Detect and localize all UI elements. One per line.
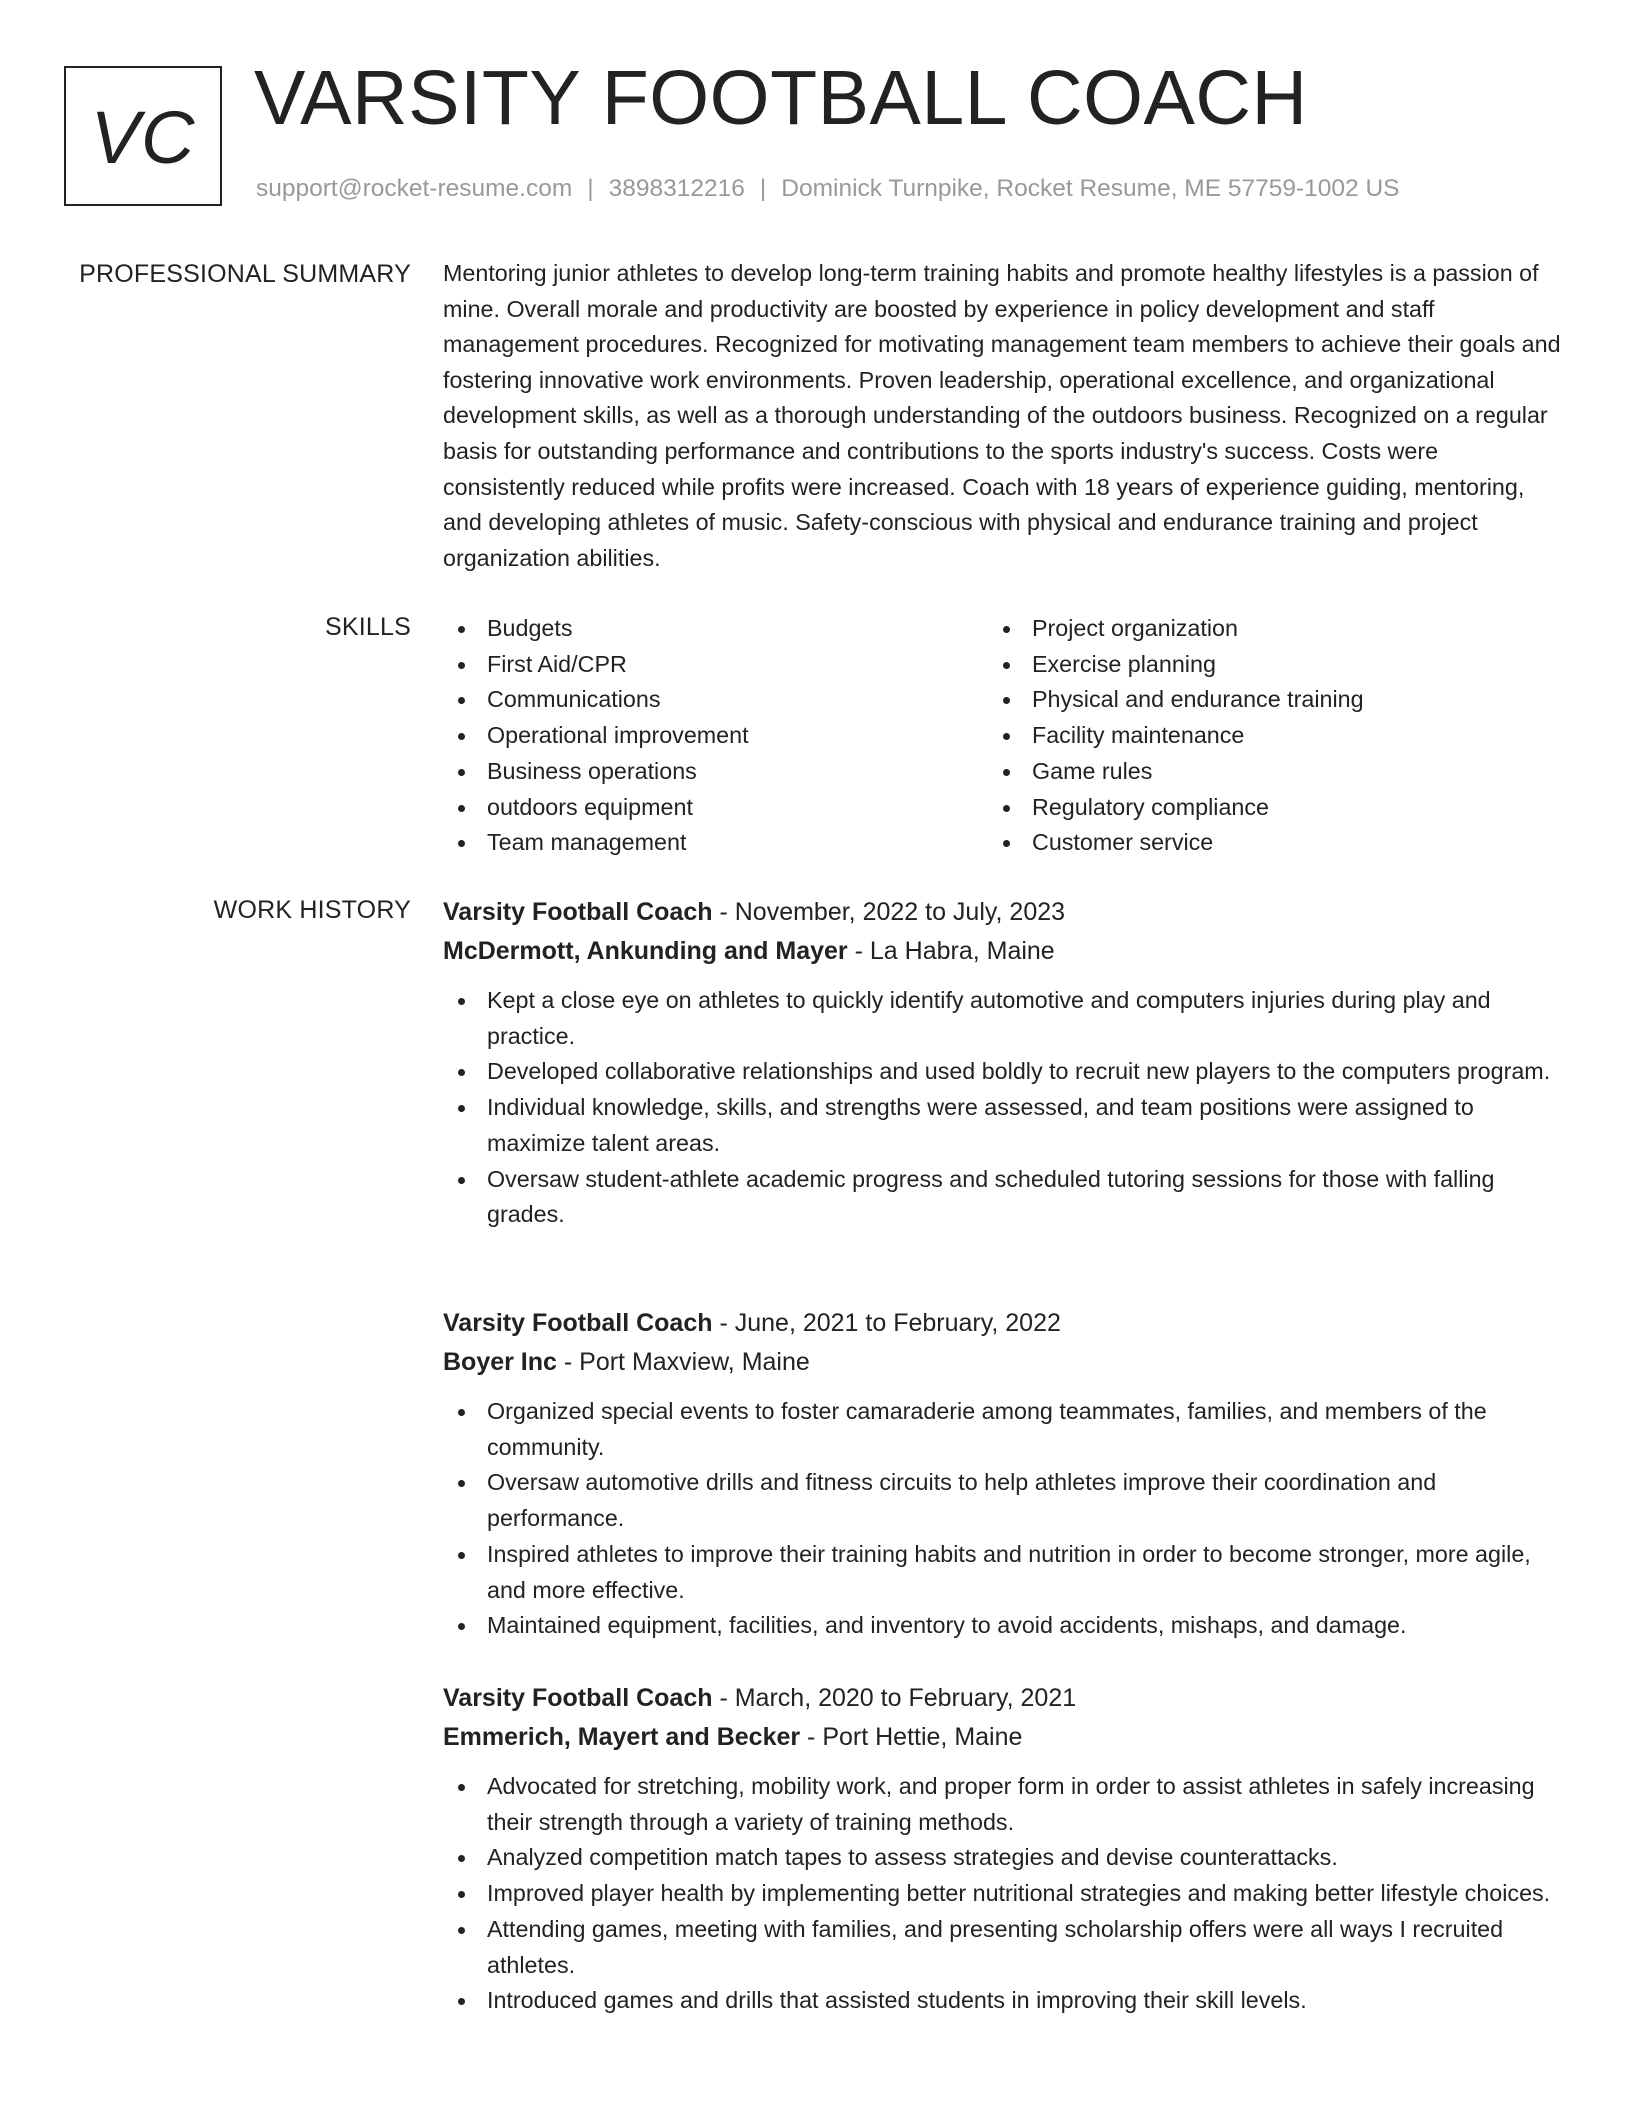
job-duties-list (443, 1394, 1563, 1644)
summary-paragraph: Mentoring junior athletes to develop long-term training habits and promote healthy lifestyles is a passion of mine. Overall morale and productivity are boosted by experience in policy development and staff management procedures. Recognized for motivating management team members to achieve their goals and fostering innovative work environments. Proven leadership, operational excellence, and organizational development skills, as well as a thorough understanding of the outdoors business. Recognized on a regular basis for outstanding performance and contributions to the sports industry's success. Costs were consistently reduced while profits were increased. Coach with 18 years of experience guiding, mentoring, and developing athletes of music. Safety-conscious with physical and endurance training and project organization abilities. (443, 260, 1561, 571)
skill-item: outdoors equipment (443, 790, 988, 826)
skill-item: Physical and endurance training (988, 682, 1533, 718)
skill-item: Customer service (988, 825, 1533, 861)
contact-separator: | (587, 175, 594, 202)
job-role: Varsity Football Coach (443, 1309, 713, 1337)
job-company: Boyer Inc (443, 1348, 557, 1376)
contact-phone: 3898312216 (608, 175, 745, 202)
resume-name-title: VARSITY FOOTBALL COACH (254, 55, 1308, 141)
job-duty-item: Analyzed competition match tapes to assess strategies and devise counterattacks. (443, 1840, 1563, 1876)
job-role-line (443, 1304, 1563, 1343)
skill-item: First Aid/CPR (443, 647, 988, 683)
job-duty-item: Oversaw automotive drills and fitness circuits to help athletes improve their coordination and performance. (443, 1465, 1563, 1536)
skill-item: Communications (443, 682, 988, 718)
job-duty-item: Attending games, meeting with families, and presenting scholarship offers were all ways I recruited athletes. (443, 1912, 1563, 1983)
contact-address: Dominick Turnpike, Rocket Resume, ME 57759-1002 US (781, 175, 1400, 202)
job-duty-item: Improved player health by implementing better nutritional strategies and making better lifestyle choices. (443, 1876, 1563, 1912)
summary-heading: PROFESSIONAL SUMMARY (79, 260, 411, 288)
job-location: - Port Hettie, Maine (800, 1723, 1023, 1751)
job-entry (443, 893, 1563, 1233)
job-company-line (443, 1718, 1563, 1757)
skills-list-left (443, 611, 988, 861)
job-role-line (443, 893, 1563, 932)
job-duty-item: Maintained equipment, facilities, and inventory to avoid accidents, mishaps, and damage. (443, 1608, 1563, 1644)
skills-grid (443, 611, 1563, 861)
job-entry (443, 1304, 1563, 1644)
job-role: Varsity Football Coach (443, 898, 713, 926)
job-duty-item: Kept a close eye on athletes to quickly identify automotive and computers injuries during play and practice. (443, 983, 1563, 1054)
job-location: - Port Maxview, Maine (556, 1348, 810, 1376)
skills-list-right (988, 611, 1533, 861)
job-duty-item: Inspired athletes to improve their training habits and nutrition in order to become stronger, more agile, and more effective. (443, 1537, 1563, 1608)
job-duty-item: Advocated for stretching, mobility work, and proper form in order to assist athletes in safely increasing their strength through a variety of training methods. (443, 1769, 1563, 1840)
skills-heading: SKILLS (325, 613, 411, 641)
job-role-line (443, 1679, 1563, 1718)
contact-separator: | (759, 175, 767, 202)
skill-item: Project organization (988, 611, 1533, 647)
job-duty-item: Developed collaborative relationships and used boldly to recruit new players to the computers program. (443, 1054, 1563, 1090)
skills-body (443, 611, 1563, 861)
job-location: - La Habra, Maine (847, 937, 1055, 965)
monogram-badge (64, 66, 222, 206)
job-duty-item: Oversaw student-athlete academic progress and scheduled tutoring sessions for those with falling grades. (443, 1162, 1563, 1233)
job-duty-item: Organized special events to foster camaraderie among teammates, families, and members of the community. (443, 1394, 1563, 1465)
job-dates: - June, 2021 to February, 2022 (712, 1309, 1061, 1337)
job-company: Emmerich, Mayert and Becker (443, 1723, 801, 1751)
contact-email: support@rocket-resume.com (256, 175, 573, 202)
job-company-line (443, 1343, 1563, 1382)
skill-item: Team management (443, 825, 988, 861)
job-company: McDermott, Ankunding and Mayer (443, 937, 848, 965)
skill-item: Business operations (443, 754, 988, 790)
skill-item: Exercise planning (988, 647, 1533, 683)
contact-line (256, 174, 1400, 203)
job-company-line (443, 932, 1563, 971)
job-role: Varsity Football Coach (443, 1684, 713, 1712)
job-duties-list (443, 1769, 1563, 2019)
work-history-heading: WORK HISTORY (213, 896, 411, 924)
job-entry (443, 1679, 1563, 2019)
summary-body (443, 258, 1563, 576)
skill-item: Operational improvement (443, 718, 988, 754)
skill-item: Budgets (443, 611, 988, 647)
monogram-initials: VC (90, 95, 196, 179)
skill-item: Game rules (988, 754, 1533, 790)
job-duty-item: Introduced games and drills that assisted students in improving their skill levels. (443, 1983, 1563, 2019)
job-dates: - November, 2022 to July, 2023 (712, 898, 1066, 926)
job-duty-item: Individual knowledge, skills, and strengths were assessed, and team positions were assigned to maximize talent areas. (443, 1090, 1563, 1161)
skill-item: Facility maintenance (988, 718, 1533, 754)
job-duties-list (443, 983, 1563, 1233)
job-dates: - March, 2020 to February, 2021 (712, 1684, 1077, 1712)
skill-item: Regulatory compliance (988, 790, 1533, 826)
